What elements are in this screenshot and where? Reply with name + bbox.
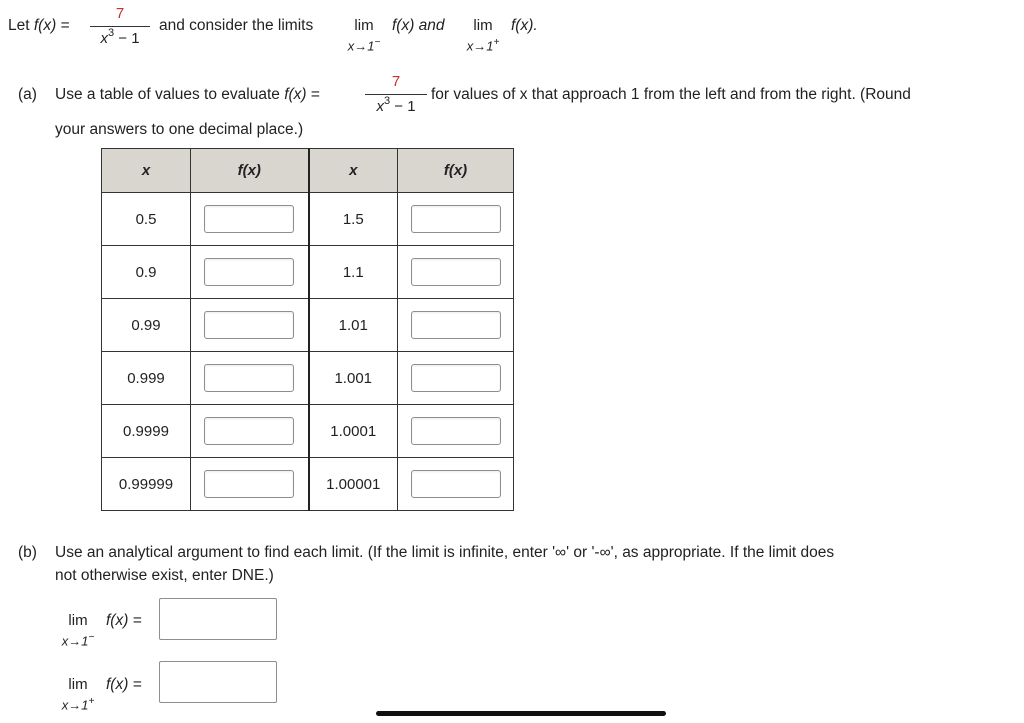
scrollbar[interactable] [376, 711, 666, 716]
values-table [101, 148, 514, 511]
numerator: 7 [115, 5, 125, 22]
fx-left-input[interactable] [204, 258, 294, 286]
fx-left-input[interactable] [204, 470, 294, 498]
header-fraction: 7 $x^3 - 1$ [90, 6, 150, 46]
lim-left-fx: f(x) = [106, 612, 142, 629]
table-row [102, 246, 514, 299]
x-left-value: 0.99 [102, 299, 191, 352]
fx-left-input[interactable] [204, 205, 294, 233]
lim-right-fx: f(x) = [106, 676, 142, 693]
part-b-label: (b) [18, 544, 37, 561]
end-fx-text: f(x). [511, 17, 538, 34]
fx-label: f(x) [33, 17, 57, 34]
header-fx-right: f(x) [398, 149, 514, 193]
x-left-value: 0.9 [102, 246, 191, 299]
x-right-value: 1.5 [309, 193, 398, 246]
header-fx-left: f(x) [191, 149, 309, 193]
part-a-text-line2: your answers to one decimal place.) [55, 121, 304, 138]
x-left-value: 0.5 [102, 193, 191, 246]
lim-left-b: lim x→1− [61, 612, 95, 649]
header-x-left: x [102, 149, 191, 193]
lim-right: lim x→1+ [466, 17, 500, 54]
x-right-value: 1.01 [309, 299, 398, 352]
fx-left-input[interactable] [204, 311, 294, 339]
table-row [102, 299, 514, 352]
part-a-text-after: for values of x that approach 1 from the left and from the right. (Round [431, 86, 911, 103]
lim-right-b: lim x→1+ [61, 676, 95, 713]
x-right-value: 1.00001 [309, 458, 398, 511]
x-left-value: 0.999 [102, 352, 191, 405]
x-right-value: 1.001 [309, 352, 398, 405]
fx-right-input[interactable] [411, 205, 501, 233]
fx-left-input[interactable] [204, 364, 294, 392]
x-right-value: 1.1 [309, 246, 398, 299]
table-row [102, 405, 514, 458]
fx-right-input[interactable] [411, 470, 501, 498]
part-b-text-line1: Use an analytical argument to find each limit. (If the limit is infinite, enter '∞' or '-∞', as appropriate. If the limit does [55, 544, 835, 561]
part-a-label: (a) [18, 86, 37, 103]
x-left-value: 0.9999 [102, 405, 191, 458]
header-x-right: x [309, 149, 398, 193]
part-b-text-line2: not otherwise exist, enter DNE.) [55, 567, 274, 584]
fx-right-input[interactable] [411, 417, 501, 445]
x-right-value: 1.0001 [309, 405, 398, 458]
table-row [102, 352, 514, 405]
lim-left-answer-input[interactable] [159, 598, 277, 640]
consider-text: and consider the limits [159, 17, 314, 34]
fx-right-input[interactable] [411, 258, 501, 286]
fx-left-input[interactable] [204, 417, 294, 445]
table-row [102, 458, 514, 511]
mid-fx-text: f(x) and [392, 17, 445, 34]
lim-left: lim x→1− [347, 17, 381, 54]
x-left-value: 0.99999 [102, 458, 191, 511]
let-text: Let f(x) = [8, 17, 70, 34]
table-row [102, 193, 514, 246]
fx-right-input[interactable] [411, 364, 501, 392]
lim-right-answer-input[interactable] [159, 661, 277, 703]
part-a-text: Use a table of values to evaluate f(x) = [55, 86, 320, 103]
part-a-fraction: 7 $x^3 - 1$ [365, 74, 427, 114]
fx-right-input[interactable] [411, 311, 501, 339]
